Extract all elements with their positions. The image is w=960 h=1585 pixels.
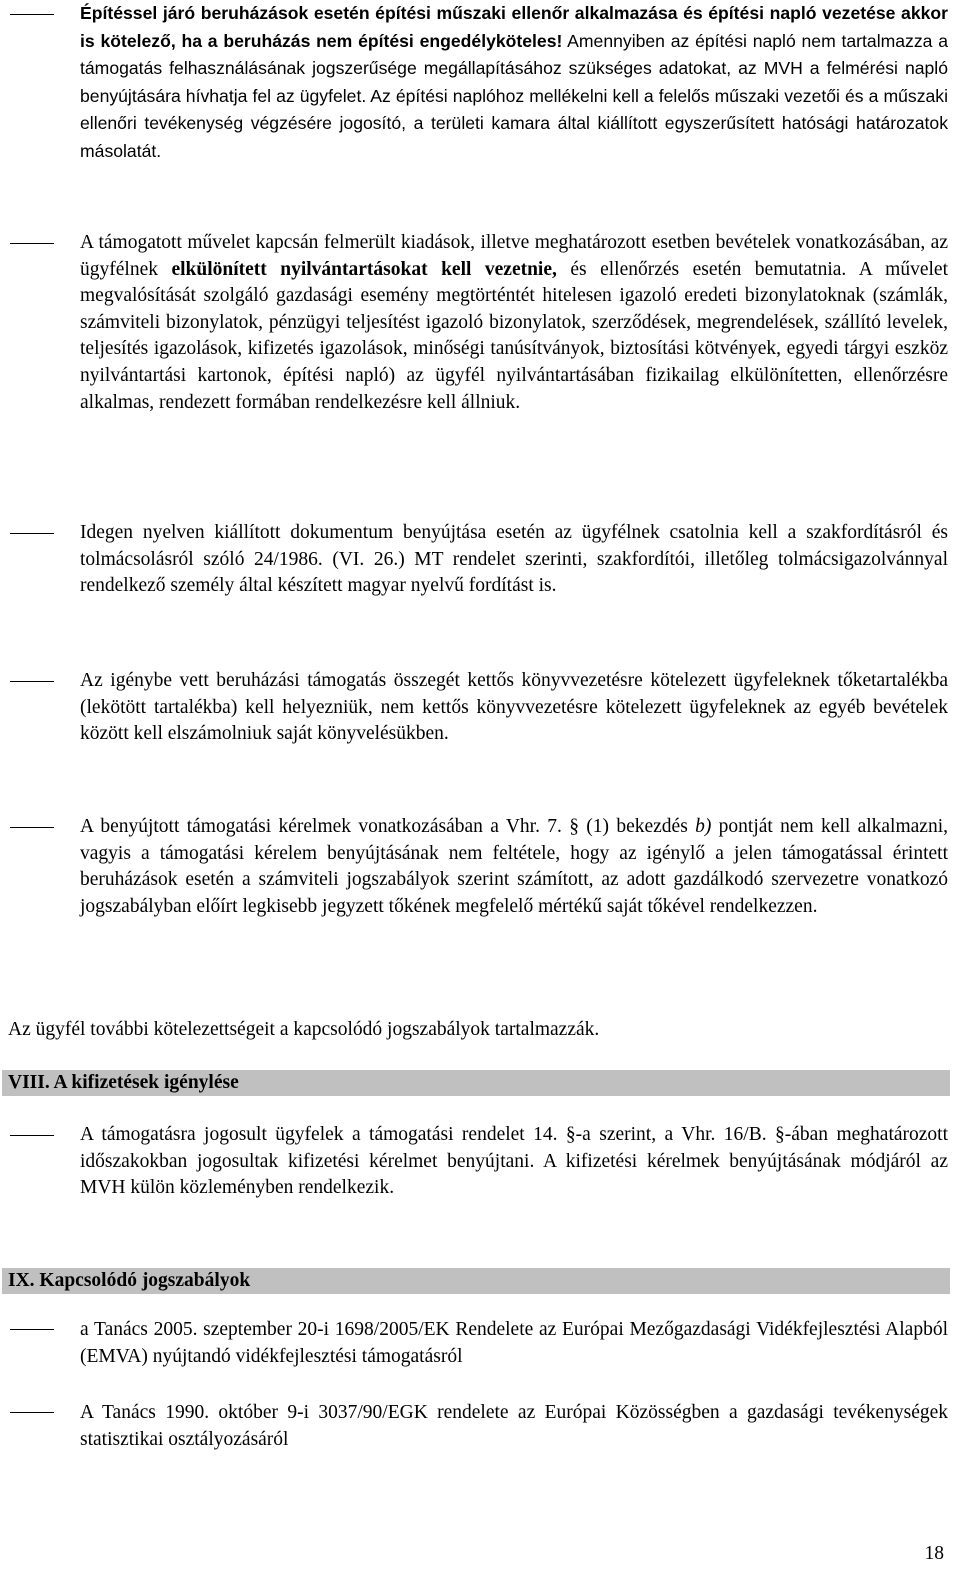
item-text-before: A benyújtott támogatási kérelmek vonatkozásában a Vhr. 7. § (1) bekezdés [80, 816, 696, 837]
list-item-text: a Tanács 2005. szeptember 20-i 1698/2005/EK Rendelete az Európai Mezőgazdasági Vidékfejlesztési Alapból (EMVA) nyújtandó vidékfejlesztési támogatásról [80, 1319, 948, 1367]
list-item-text [80, 230, 948, 416]
dash-bullet [10, 533, 54, 534]
list-item-text: A támogatásra jogosult ügyfelek a támogatási rendelet 14. §-a szerint, a Vhr. 16/B. §-ában meghatározott időszakokban jogosultak kifizetési kérelmet benyújtani. A kifizetési kérelmek benyújtásának módjáról az MVH külön közleményben rendelkezik. [80, 1124, 948, 1199]
list-item-text [80, 814, 948, 920]
item-body: Amennyiben az építési napló nem tartalmazza a támogatás felhasználásának jogszerűsége megállapításához szükséges adatokat, az MVH a felmérési napló benyújtására hívhatja fel az ügyfelet. Az építési naplóhoz mellékelni kell a felelős műszaki vezetői és a műszaki ellenőri tevékenység végzésére jogosító, a területi kamara által kiállított egyszerűsített hatósági határozatok másolatát. [80, 30, 948, 161]
item-text-after: és ellenőrzés esetén bemutatnia. A művelet megvalósítását szolgáló gazdasági esemény megtörténtét hitelesen igazoló eredeti bizonylatoknak (számlák, számviteli bizonylatok, pénzügyi teljesítést igazoló bizonylatok, szerződések, megrendelések, szállító levelek, teljesítés igazolások, kifizetés igazolások, minőségi tanúsítványok, biztosítási kötvények, egyedi tárgyi eszköz nyilvántartási kartonok, építési napló) az ügyfél nyilvántartásában fizikailag elkülönítetten, ellenőrzésre alkalmas, rendezett formában rendelkezésre kell állniuk. [80, 258, 948, 413]
dash-bullet [10, 243, 54, 244]
dash-bullet [10, 1329, 54, 1330]
dash-bullet [10, 827, 54, 828]
dash-bullet [10, 1412, 54, 1413]
page-number: 18 [924, 1543, 944, 1564]
list-item-text [80, 0, 948, 166]
italic-ref: b) [695, 816, 712, 837]
bold-emphasis: elkülönített nyilvántartásokat kell vezetnie, [171, 258, 557, 280]
list-item-text: Az igénybe vett beruházási támogatás összegét kettős könyvvezetésre kötelezett ügyfeleknek tőketartalékba (lekötött tartalékba) kell helyezniük, nem kettős könyvvezetésre kötelezett ügyfeleknek az egyéb bevételek között kell elszámolniuk saját könyvelésükben. [80, 670, 948, 745]
dash-bullet [10, 681, 54, 682]
item-text-before: A támogatott művelet kapcsán felmerült kiadások, illetve meghatározott esetben bevételek vonatkozásában, az ügyfélnek [80, 232, 948, 280]
item-text-after: pontját nem kell alkalmazni, vagyis a támogatási kérelem benyújtásának nem feltétele, hogy az igénylő a jelen támogatással érintett beruházások esetén a számviteli jogszabályok szerint számított, az adott gazdálkodó szervezetre vonatkozó jogszabályban előírt legkisebb jegyzett tőkének megfelelő mértékű saját tőkével rendelkezzen. [80, 816, 948, 917]
closing-paragraph: Az ügyfél további kötelezettségeit a kapcsolódó jogszabályok tartalmazzák. [8, 1019, 600, 1040]
dash-bullet [10, 14, 54, 15]
list-item-text: Idegen nyelven kiállított dokumentum benyújtása esetén az ügyfélnek csatolnia kell a szakfordításról és tolmácsolásról szóló 24/1986. (VI. 26.) MT rendelet szerinti, szakfordítói, illetőleg tolmácsigazolvánnyal rendelkező személy által készített magyar nyelvű fordítást is. [80, 522, 948, 597]
section-heading: IX. Kapcsolódó jogszabályok [2, 1268, 950, 1294]
section-heading: VIII. A kifizetések igénylése [2, 1070, 950, 1096]
list-item-text: A Tanács 1990. október 9-i 3037/90/EGK rendelete az Európai Közösségben a gazdasági tevékenységek statisztikai osztályozásáról [80, 1402, 948, 1450]
dash-bullet [10, 1135, 54, 1136]
bold-lead: Építéssel járó beruházások esetén építési műszaki ellenőr alkalmazása és építési napló vezetése akkor is kötelező, ha a beruházás nem építési engedélyköteles! [80, 3, 948, 51]
